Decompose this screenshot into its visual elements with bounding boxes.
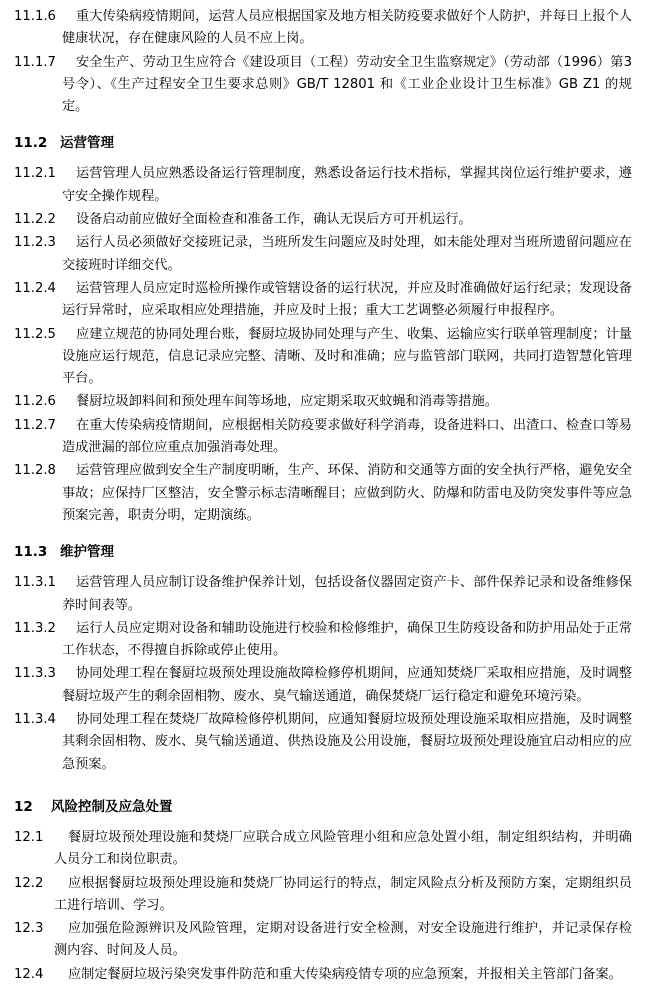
clause-paragraph: [14, 572, 632, 617]
clause-number: 11.2.3: [14, 235, 56, 251]
clause-paragraph: [14, 209, 632, 231]
clause-number: 11.2.2: [14, 212, 56, 228]
clause-paragraph: [14, 52, 632, 119]
clause-text: 应建立规范的协同处理台账，餐厨垃圾协同处理与产生、收集、运输应实行联单管理制度；计量设施应运行规范，信息记录应完整、清晰、及时和准确；应与监管部门联网，共同打造智慧化管理平台。: [61, 326, 632, 387]
clause-paragraph: [14, 709, 632, 776]
clause-number: 12.4: [14, 966, 44, 982]
clause-text: 运行人员应定期对设备和辅助设施进行校验和检修维护，确保卫生防疫设备和防护用品处于正常工作状态，不得擅自拆除或停止使用。: [61, 620, 632, 659]
clause-number: 11.3.2: [14, 620, 56, 636]
heading-number: 12: [14, 798, 33, 815]
clause-text: 协同处理工程在餐厨垃圾预处理设施故障检修停机期间，应通知焚烧厂采取相应措施，及时调整餐厨垃圾产生的剩余固相物、废水、臭气输送通道，确保焚烧厂运行稳定和避免环境污染。: [61, 666, 632, 704]
clause-text: 设备启动前应做好全面检查和准备工作，确认无误后方可开机运行。: [75, 212, 472, 228]
clause-paragraph: [14, 391, 632, 413]
clause-number: 11.2.4: [14, 280, 56, 296]
clause-text: 应根据餐厨垃圾预处理设施和焚烧厂协同运行的特点，制定风险点分析及预防方案，定期组织员工进行培训、学习。: [54, 875, 632, 913]
clause-paragraph: [14, 460, 632, 527]
clause-paragraph: [14, 232, 632, 277]
clause-paragraph: [14, 163, 632, 208]
clause-paragraph: [14, 964, 632, 986]
heading-number: 11.2: [14, 135, 48, 152]
clause-text: 应加强危险源辨识及风险管理，定期对设备进行安全检测，对安全设施进行维护，并记录保存检测内容、时间及人员。: [54, 921, 632, 959]
clause-text: 运营管理人员应制订设备维护保养计划，包括设备仪器固定资产卡、部件保养记录和设备维修保养时间表等。: [61, 575, 632, 613]
clause-text: 安全生产、劳动卫生应符合《建设项目（工程）劳动安全卫生监察规定》（劳动部（1996）第3号令）、《生产过程安全卫生要求总则》GB/T 12801 和《工业企业设计卫生标准》GB Z1 的规定。: [61, 54, 632, 115]
document-body: [14, 6, 632, 986]
clause-text: 应制定餐厨垃圾污染突发事件防范和重大传染病疫情专项的应急预案，并报相关主管部门备案。: [68, 966, 622, 982]
section-heading: [14, 541, 632, 563]
clause-number: 11.2.1: [14, 166, 56, 182]
clause-number: 11.3.1: [14, 575, 56, 591]
clause-number: 11.2.8: [14, 463, 56, 479]
clause-number: 12.2: [14, 875, 44, 891]
clause-paragraph: [14, 618, 632, 663]
clause-paragraph: [14, 918, 632, 963]
clause-number: 11.3.3: [14, 666, 56, 682]
clause-text: 在重大传染病疫情期间，应根据相关防疫要求做好科学消毒，设备进料口、出渣口、检查口等易造成泄漏的部位应重点加强消毒处理。: [61, 417, 632, 456]
clause-text: 运营管理应做到安全生产制度明晰，生产、环保、消防和交通等方面的安全执行严格，避免安全事故；应保持厂区整洁，安全警示标志清晰醒目；应做到防火、防爆和防雷电及防突发事件等应急预案完善，职责分明，定期演练。: [61, 463, 632, 523]
heading-text: 维护管理: [60, 544, 114, 561]
clause-number: 11.1.6: [14, 9, 56, 24]
clause-text: 餐厨垃圾预处理设施和焚烧厂应联合成立风险管理小组和应急处置小组，制定组织结构，并明确人员分工和岗位职责。: [54, 829, 632, 868]
clause-number: 12.1: [14, 829, 44, 845]
clause-number: 12.3: [14, 921, 44, 937]
clause-number: 11.3.4: [14, 712, 56, 728]
clause-text: 协同处理工程在焚烧厂故障检修停机期间，应通知餐厨垃圾预处理设施采取相应措施，及时调整其剩余固相物、废水、臭气输送通道、供热设施及公用设施，餐厨垃圾预处理设施宜启动相应的应急预案。: [61, 712, 632, 772]
clause-paragraph: [14, 663, 632, 708]
clause-paragraph: [14, 6, 632, 51]
clause-text: 餐厨垃圾卸料间和预处理车间等场地，应定期采取灭蚊蝇和消毒等措施。: [75, 394, 498, 410]
clause-text: 运营管理人员应熟悉设备运行管理制度，熟悉设备运行技术指标，掌握其岗位运行维护要求，遵守安全操作规程。: [61, 166, 632, 204]
section-heading: [14, 796, 632, 818]
section-heading: [14, 132, 632, 154]
heading-text: 运营管理: [60, 135, 114, 152]
clause-paragraph: [14, 827, 632, 872]
clause-text: 重大传染病疫情期间，运营人员应根据国家及地方相关防疫要求做好个人防护，并每日上报个人健康状况，存在健康风险的人员不应上岗。: [61, 9, 632, 47]
clause-paragraph: [14, 415, 632, 460]
clause-text: 运营管理人员应定时巡检所操作或管辖设备的运行状况，并应及时准确做好运行纪录；发现设备运行异常时，应采取相应处理措施，并应及时上报；重大工艺调整必须履行申报程序。: [61, 280, 632, 319]
clause-paragraph: [14, 278, 632, 323]
clause-number: 11.2.7: [14, 417, 56, 433]
heading-text: 风险控制及应急处置: [51, 798, 173, 815]
heading-number: 11.3: [14, 544, 48, 561]
clause-paragraph: [14, 873, 632, 918]
clause-paragraph: [14, 324, 632, 391]
clause-number: 11.1.7: [14, 54, 56, 70]
clause-text: 运行人员必须做好交接班记录，当班所发生问题应及时处理，如未能处理对当班所遗留问题应在交接班时详细交代。: [61, 235, 632, 273]
clause-number: 11.2.6: [14, 394, 56, 410]
clause-number: 11.2.5: [14, 326, 56, 342]
